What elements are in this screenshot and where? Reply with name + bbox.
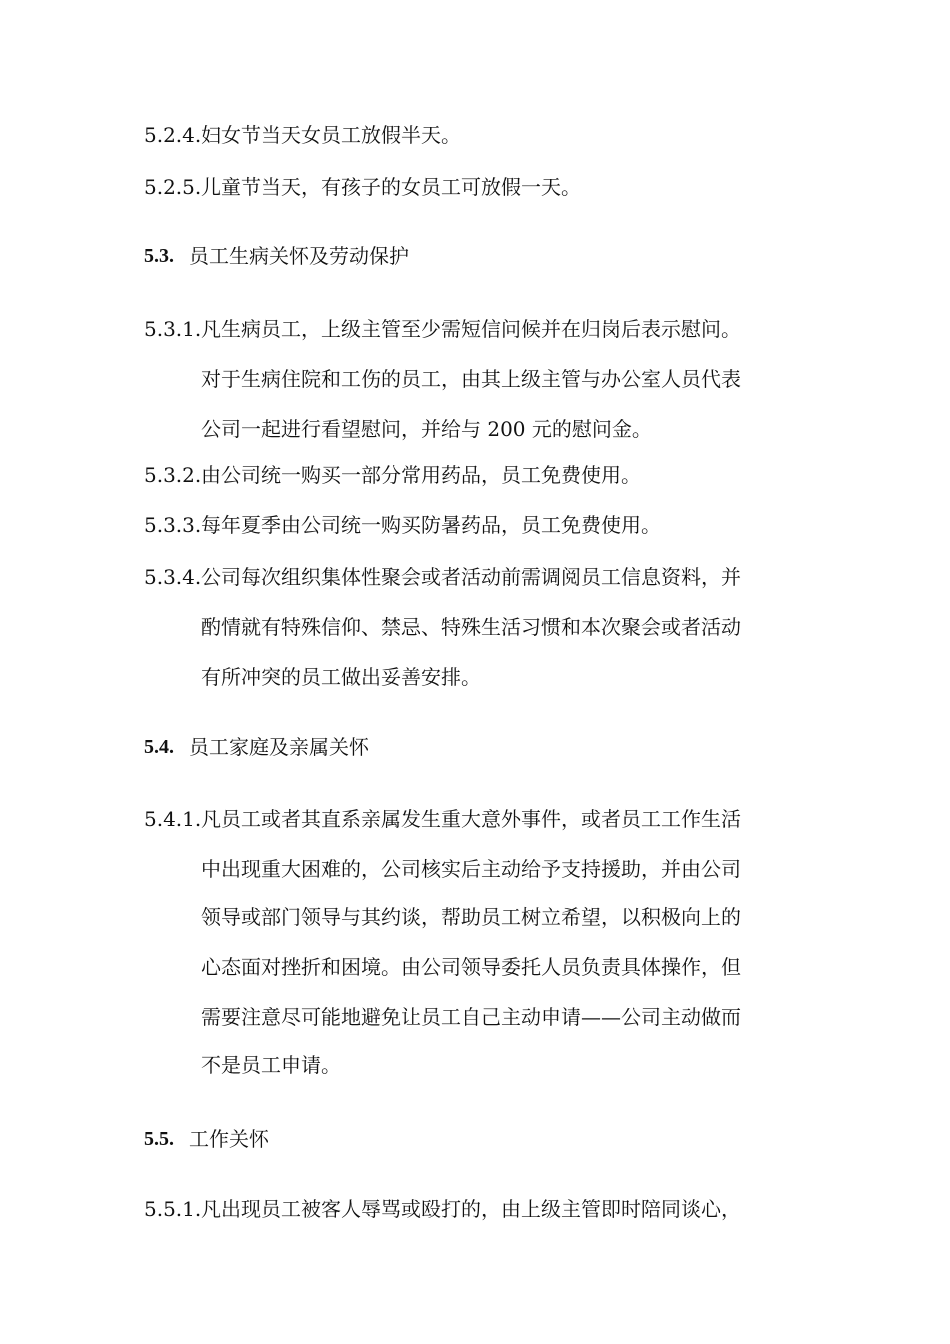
section-number: 5.4.: [144, 736, 174, 758]
section-title: 工作关怀: [189, 1127, 269, 1151]
section-title: 员工家庭及亲属关怀: [189, 735, 369, 759]
item-text: 凡出现员工被客人辱骂或殴打的，由上级主管即时陪同谈心，: [201, 1197, 741, 1221]
item-text: 公司每次组织集体性聚会或者活动前需调阅员工信息资料，并: [201, 565, 741, 589]
item-text: 凡生病员工，上级主管至少需短信问候并在归岗后表示慰问。: [201, 317, 741, 341]
item-number: 5.2.4.: [144, 123, 202, 147]
item-number: 5.3.3.: [144, 513, 202, 537]
item-number: 5.5.1.: [144, 1197, 202, 1221]
item-text: 每年夏季由公司统一购买防暑药品，员工免费使用。: [201, 513, 661, 537]
item-text: 妇女节当天女员工放假半天。: [201, 123, 461, 147]
item-number: 5.3.1.: [144, 317, 202, 341]
item-number: 5.4.1.: [144, 807, 202, 831]
item-text: 由公司统一购买一部分常用药品，员工免费使用。: [201, 463, 641, 487]
section-title: 员工生病关怀及劳动保护: [189, 244, 409, 268]
item-number: 5.3.4.: [144, 565, 202, 589]
section-number: 5.5.: [144, 1128, 174, 1150]
item-number: 5.3.2.: [144, 463, 202, 487]
document-page: 5.2.4. 妇女节当天女员工放假半天。 5.2.5. 儿童节当天，有孩子的女员工可放假一天。 5.3. 员工生病关怀及劳动保护 5.3.1. 凡生病员工，上级主管至少需短信问候并在归岗后表示慰问。 对于生病住院和工伤的员工，由其上级主管与办公室人员代表 公司一起进行看望慰问，并给与 200 元的慰问金。 5.3.2. 由公司统一购买一部分常用药品，员工免费使用。 5.3.3. 每年夏季由公司统一购买防暑药品，员工免费使用。 5.3.4. 公司每次组织集体性聚会或者活动前需调阅员工信息资料，并 酌情就有特殊信仰、禁忌、特殊生活习惯和本次聚会或者活动 有所冲突的员工做出妥善安排。 5.4. 员工家庭及亲属关怀 5.4.1. 凡员工或者其直系亲属发生重大意外事件，或者员工工作生活 中出现重大困难的，公司核实后主动给予支持援助，并由公司 领导或部门领导与其约谈，帮助员工树立希望，以积极向上的 心态面对挫折和困境。由公司领导委托人员负责具体操作，但 需要注意尽可能地避免让员工自己主动申请——公司主动做而 不是员工申请。 5.5. 工作关怀 5.5.1. 凡出现员工被客人辱骂或殴打的，由上级主管即时陪同谈心，: [144, 123, 741, 1221]
item-text: 凡员工或者其直系亲属发生重大意外事件，或者员工工作生活: [201, 807, 741, 831]
section-number: 5.3.: [144, 245, 174, 267]
item-number: 5.2.5.: [144, 175, 202, 199]
item-text: 儿童节当天，有孩子的女员工可放假一天。: [201, 175, 581, 199]
